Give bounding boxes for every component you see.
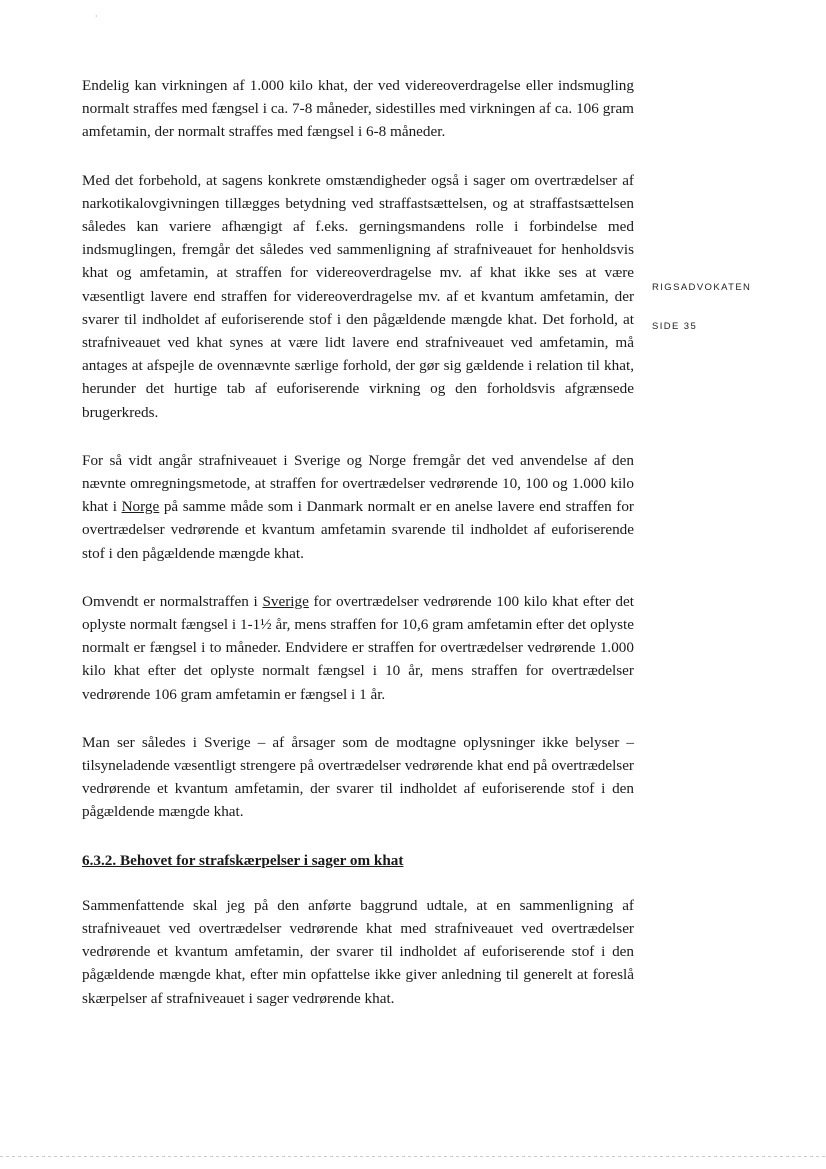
- sverige-underlined: Sverige: [262, 592, 309, 610]
- paragraph-4-text-a: Omvendt er normalstraffen i: [82, 592, 263, 610]
- paragraph-3-text-a: For så vidt angår strafniveauet i Sverige og Norge fremgår det ved anvendelse af den nævnte omregningsmetode, at straffen for overtrædelser vedrørende 10, 100 og 1.000 kilo khat i: [82, 451, 634, 516]
- body-text: [82, 74, 634, 1035]
- norge-underlined: Norge: [121, 498, 160, 516]
- sidebar-page-number: SIDE 35: [652, 321, 698, 332]
- scan-mark: ·: [95, 12, 98, 21]
- paragraph-4-text-b: for overtrædelser vedrørende 100 kilo khat efter det oplyste normalt fængsel i 1-1½ år, mens straffen for 10,6 gram amfetamin efter det oplyste normalt er fængsel i to måneder. Endvidere er straffen for overtrædelser vedrørende 1.000 kilo khat efter det oplyste normalt fængsel i 10 år, mens straffen for overtrædelser vedrørende 106 gram amfetamin er fængsel i 1 år.: [82, 592, 634, 703]
- paragraph-3: [82, 449, 634, 565]
- paragraph-3-text-b: på samme måde som i Danmark normalt er en anelse lavere end straffen for overtrædelser vedrørende et kvantum amfetamin svarende til indholdet af euforiserende stof i den pågældende mængde khat.: [82, 498, 634, 562]
- sidebar-org: RIGSADVOKATEN: [652, 282, 752, 293]
- paragraph-6: Sammenfattende skal jeg på den anførte baggrund udtale, at en sammenligning af strafniveauet ved overtrædelser vedrørende khat med strafniveauet ved overtrædelser vedrørende et kvantum amfetamin, der svarer til indholdet af euforiserende stof i den pågældende mængde khat, efter min opfattelse ikke giver anledning til generelt at foreslå skærpelser af strafniveauet i sager vedrørende khat.: [82, 896, 634, 1007]
- section-heading: 6.3.2. Behovet for strafskærpelser i sager om khat: [82, 851, 404, 869]
- paragraph-1: Endelig kan virkningen af 1.000 kilo khat, der ved videreoverdragelse eller indsmugling normalt straffes med fængsel i ca. 7-8 måneder, sidestilles med virkningen af ca. 106 gram amfetamin, der normalt straffes med fængsel i 6-8 måneder.: [82, 77, 634, 141]
- paragraph-5: Man ser således i Sverige – af årsager som de modtagne oplysninger ikke belyser – tilsyneladende væsentligt strengere på overtrædelser vedrørende khat end på overtrædelser vedrørende et kvantum amfetamin, der svarer til indholdet af euforiserende stof i den pågældende mængde khat.: [82, 733, 634, 821]
- scan-edge: [0, 1156, 826, 1157]
- paragraph-4: [82, 590, 634, 706]
- paragraph-2: Med det forbehold, at sagens konkrete omstændigheder også i sager om overtrædelser af narkotikalovgivningen tillægges betydning ved straffastsættelsen, og at straffastsættelsen således kan variere afhængigt af f.eks. gerningsmandens rolle i forbindelse med indsmuglingen, fremgår det således ved sammenligning af strafniveauet for henholdsvis khat og amfetamin, at straffen for videreoverdragelse mv. af khat ikke ses at være væsentligt lavere end straffen for videreoverdragelse mv. af et kvantum amfetamin, der svarer til indholdet af euforiserende stof i den pågældende mængde khat. Det forhold, at strafniveauet ved khat synes at være lidt lavere end strafniveauet ved amfetamin, må antages at afspejle de ovennævnte særlige forhold, der gør sig gældende i relation til khat, herunder det hurtige tab af euforiserende virkning og den forholdsvis afgrænsede brugerkreds.: [82, 171, 634, 421]
